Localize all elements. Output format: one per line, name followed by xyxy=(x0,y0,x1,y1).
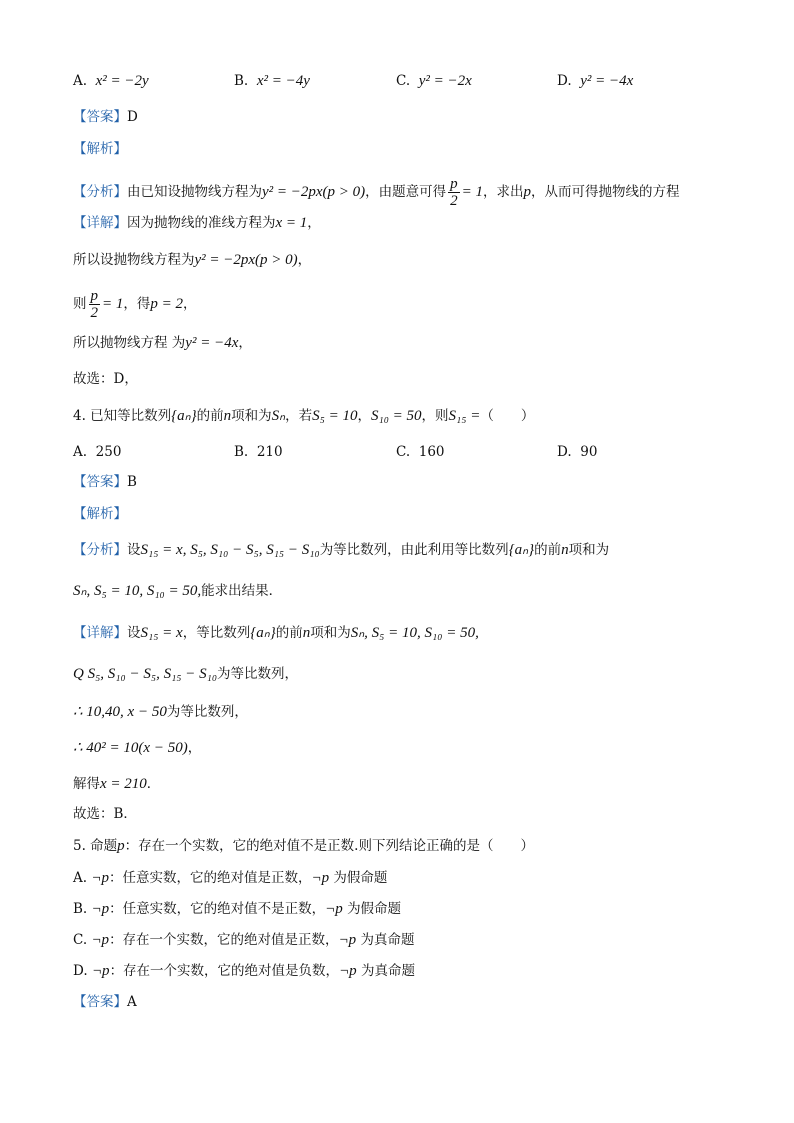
q4-step-2 xyxy=(73,664,298,684)
text: 设 xyxy=(127,625,141,641)
q3-fenxi xyxy=(73,176,680,209)
q5-option-d xyxy=(73,961,415,981)
option-text: x² = −2y xyxy=(95,73,149,89)
text: 为等比数列， xyxy=(166,704,248,720)
fraction xyxy=(89,288,101,321)
math-expression: ¬p xyxy=(311,870,330,886)
math-expression: {aₙ} xyxy=(250,625,276,641)
math-expression: ¬p xyxy=(338,932,357,948)
text: ：存在一个实数，它的绝对值是正数， xyxy=(109,932,339,948)
math-expression: Q S₅, S₁₀ − S₅, S₁₅ − S₁₀ xyxy=(73,666,218,682)
q4-xiangjie xyxy=(73,623,479,643)
jiexi-tag: 【解析】 xyxy=(73,506,127,522)
option-label: C. xyxy=(396,444,411,460)
q4-option-a xyxy=(73,442,121,462)
math-expression: x = 210 xyxy=(100,776,147,792)
text: ，求出 xyxy=(483,184,524,200)
math-expression: p = 2 xyxy=(150,296,183,312)
text: ，等比数列 xyxy=(182,625,251,641)
q4-option-d xyxy=(557,442,597,462)
q4-stem xyxy=(73,406,534,426)
text: 为等比数列， xyxy=(217,666,299,682)
text: 项和为 xyxy=(568,542,610,558)
option-label: D. xyxy=(73,963,88,979)
math-expression: = 1 xyxy=(102,296,124,312)
math-expression: ¬p xyxy=(325,901,343,917)
text: ， xyxy=(307,215,321,231)
q4-option-c xyxy=(396,442,445,462)
q4-step-5 xyxy=(73,774,160,794)
option-label: A. xyxy=(73,444,88,460)
text: ， xyxy=(187,740,202,756)
q3-step-2 xyxy=(73,250,311,270)
q3-option-d xyxy=(557,71,633,91)
option-label: B. xyxy=(73,901,88,917)
q3-step-4 xyxy=(73,333,252,353)
text: 为真命题 xyxy=(360,963,415,979)
xiangjie-tag: 【详解】 xyxy=(73,215,127,231)
text: ：存在一个实数，它的绝对值不是正数.则下列结论正确的是（ ） xyxy=(124,838,534,854)
text: 所以抛物线方程 为 xyxy=(73,335,186,351)
math-expression: ∴ 40² = 10(x − 50) xyxy=(73,740,188,756)
answer-tag: 【答案】 xyxy=(73,994,127,1010)
text: ． xyxy=(146,776,161,792)
fraction-denominator: 2 xyxy=(450,193,458,209)
q3-step-3 xyxy=(73,288,197,321)
text: 项和为 xyxy=(231,408,272,424)
fraction-numerator: p xyxy=(90,288,98,304)
text: ，则 xyxy=(421,408,449,424)
text: ，若 xyxy=(285,408,313,424)
text: ，得 xyxy=(123,296,151,312)
q3-option-c xyxy=(396,71,472,91)
answer-tag: 【答案】 xyxy=(73,474,127,490)
math-expression: n xyxy=(302,625,311,641)
text: 解得 xyxy=(73,776,100,792)
text: 5. 命题 xyxy=(73,838,118,854)
text: ：存在一个实数，它的绝对值是负数， xyxy=(109,963,340,979)
q3-answer xyxy=(73,107,138,127)
option-label: D. xyxy=(557,444,572,460)
text: ， xyxy=(238,335,252,351)
math-expression: S₅ = 10 xyxy=(312,408,358,424)
option-label: A. xyxy=(73,73,88,89)
math-expression: ¬p xyxy=(91,901,110,917)
q4-fenxi xyxy=(73,540,609,560)
answer-value: A xyxy=(127,994,137,1010)
text: 所以设抛物线方程为 xyxy=(73,252,195,268)
q5-option-b xyxy=(73,899,401,919)
text: 故选：B． xyxy=(73,806,137,822)
answer-value: D xyxy=(127,109,138,125)
math-expression: x = 1 xyxy=(275,215,308,231)
q4-jiexi xyxy=(73,504,127,524)
option-text: y² = −2x xyxy=(418,73,472,89)
xiangjie-tag: 【详解】 xyxy=(73,625,127,641)
option-label: D. xyxy=(557,73,572,89)
math-expression: n xyxy=(561,542,569,558)
math-expression: p xyxy=(117,838,125,854)
q5-answer xyxy=(73,992,137,1012)
text: 的前 xyxy=(275,625,303,641)
text: 则 xyxy=(73,296,87,312)
text: ，从而可得抛物线的方程 xyxy=(531,184,680,200)
text: 为假命题 xyxy=(333,870,388,886)
text: 项和为 xyxy=(310,625,351,641)
math-expression: Sₙ, S₅ = 10, S₁₀ = 50, xyxy=(350,625,479,641)
option-label: C. xyxy=(396,73,411,89)
math-expression: {aₙ} xyxy=(171,408,197,424)
option-text: 210 xyxy=(256,444,283,460)
option-text: x² = −4y xyxy=(256,73,310,89)
text: （ ） xyxy=(480,408,535,424)
answer-tag: 【答案】 xyxy=(73,109,127,125)
math-expression: ¬p xyxy=(91,932,110,948)
q3-option-a xyxy=(73,71,149,91)
option-text: 90 xyxy=(580,444,598,460)
text: 为假命题 xyxy=(347,901,402,917)
fraction-numerator: p xyxy=(450,176,458,192)
q3-option-b xyxy=(234,71,310,91)
option-text: 160 xyxy=(418,444,445,460)
option-label: C. xyxy=(73,932,88,948)
text: 设 xyxy=(127,542,141,558)
math-expression: y² = −2px(p > 0) xyxy=(194,252,298,268)
option-label: A. xyxy=(73,870,88,886)
math-expression: S₁₅ = x, S₅, S₁₀ − S₅, S₁₅ − S₁₀ xyxy=(140,542,320,558)
q4-answer xyxy=(73,472,137,492)
q4-option-b xyxy=(234,442,283,462)
jiexi-tag: 【解析】 xyxy=(73,141,127,157)
text: 由已知设抛物线方程为 xyxy=(127,184,262,200)
text: ：任意实数，它的绝对值不是正数， xyxy=(109,901,326,917)
text: ， xyxy=(183,296,197,312)
text: 的前 xyxy=(534,542,562,558)
answer-value: B xyxy=(127,474,137,490)
q5-stem xyxy=(73,836,534,856)
fenxi-tag: 【分析】 xyxy=(73,184,127,200)
math-expression: Sₙ, S₅ = 10, S₁₀ = 50, xyxy=(73,583,202,599)
q4-fenxi-2 xyxy=(73,581,282,601)
text: 4. 已知等比数列 xyxy=(73,408,172,424)
q5-option-a xyxy=(73,868,387,888)
fenxi-tag: 【分析】 xyxy=(73,542,127,558)
math-expression: y² = −4x xyxy=(185,335,239,351)
math-expression: S₁₅ = xyxy=(448,408,481,424)
text: 的前 xyxy=(196,408,224,424)
math-expression: S₁₅ = x xyxy=(140,625,183,641)
math-expression: n xyxy=(223,408,232,424)
text: ， xyxy=(357,408,371,424)
text: ， xyxy=(297,252,312,268)
math-expression: ¬p xyxy=(91,963,110,979)
math-expression: ¬p xyxy=(91,870,109,886)
fraction-denominator: 2 xyxy=(90,305,98,321)
math-expression: p xyxy=(523,184,532,200)
text: 因为抛物线的准线方程为 xyxy=(127,215,276,231)
q4-step-3 xyxy=(73,702,248,722)
math-expression: = 1 xyxy=(461,184,484,200)
fraction xyxy=(448,176,460,209)
q3-step-5 xyxy=(73,369,138,389)
q3-xiangjie xyxy=(73,213,321,233)
q4-step-4 xyxy=(73,738,201,758)
text: 能求出结果． xyxy=(201,583,283,599)
q4-step-6 xyxy=(73,804,137,824)
math-expression: {aₙ} xyxy=(508,542,535,558)
option-label: B. xyxy=(234,444,249,460)
text: 为真命题 xyxy=(360,932,415,948)
q5-option-c xyxy=(73,930,414,950)
math-expression: ¬p xyxy=(339,963,357,979)
option-label: B. xyxy=(234,73,249,89)
math-expression: S₁₀ = 50 xyxy=(370,408,422,424)
text: ：任意实数，它的绝对值是正数， xyxy=(108,870,312,886)
math-expression: ∴ 10,40, x − 50 xyxy=(73,704,167,720)
option-text: 250 xyxy=(95,444,122,460)
math-expression: Sₙ xyxy=(271,408,286,424)
text: ，由题意可得 xyxy=(365,184,447,200)
text: 故选：D， xyxy=(73,371,138,387)
option-text: y² = −4x xyxy=(580,73,634,89)
math-expression: y² = −2px(p > 0) xyxy=(262,184,366,200)
q3-jiexi xyxy=(73,139,127,159)
text: 为等比数列，由此利用等比数列 xyxy=(319,542,509,558)
